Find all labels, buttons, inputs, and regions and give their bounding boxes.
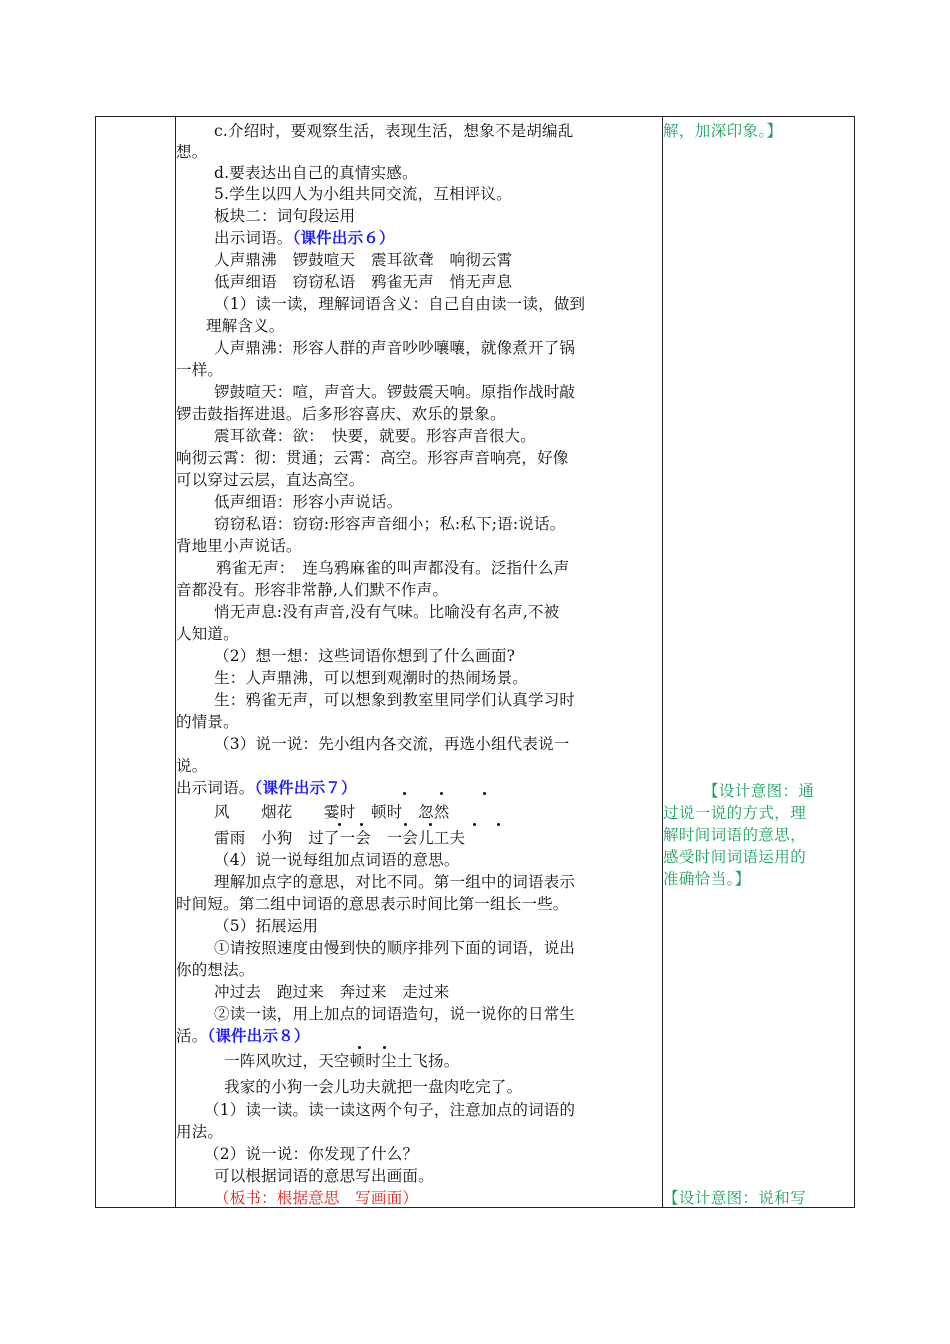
text-line: 背地里小声说话。 — [176, 537, 302, 555]
text-line: 生：人声鼎沸，可以想到观潮时的热闹场景。 — [214, 669, 529, 687]
word-list: 人声鼎沸 锣鼓喧天 震耳欲聋 响彻云霄 — [214, 251, 513, 269]
emphasis-dot — [404, 823, 407, 826]
emphasis-dot — [497, 823, 500, 826]
word-list: 雷雨 小狗 过了一会 一会儿工夫 — [214, 829, 466, 847]
text-line: 音都没有。形容非常静,人们默不作声。 — [176, 581, 449, 599]
text-line: （4）说一说每组加点词语的意思。 — [214, 851, 460, 869]
design-intent-line: 准确恰当。】 — [663, 870, 751, 888]
design-intent-line: 过说一说的方式，理 — [663, 804, 807, 822]
emphasis-dot — [483, 792, 486, 795]
text-line: 出示词语。（课件出示６） — [214, 228, 395, 247]
text-line: 理解加点字的意思，对比不同。第一组中的词语表示 — [214, 873, 576, 891]
text-line: ②读一读，用上加点的词语造句，说一说你的日常生 — [214, 1005, 576, 1023]
text-line: 窃窃私语：窃窃:形容声音细小；私:私下;语:说话。 — [214, 515, 566, 533]
text-line: 锣鼓喧天：喧，声音大。锣鼓震天响。原指作战时敲 — [214, 383, 576, 401]
courseware-cue: （课件出示６） — [292, 228, 395, 247]
text-line: 理解含义。 — [206, 317, 285, 335]
text-line: （3）说一说：先小组内各交流，再选小组代表说一 — [214, 735, 570, 753]
text-line: 可以穿过云层，直达高空。 — [176, 471, 365, 489]
word-list: 冲过去 跑过来 奔过来 走过来 — [214, 983, 450, 1001]
emphasis-dot — [338, 823, 341, 826]
word-list: 低声细语 窃窃私语 鸦雀无声 悄无声息 — [214, 273, 513, 291]
text-line: （1）读一读。读一读这两个句子，注意加点的词语的 — [204, 1101, 576, 1119]
design-intent-next: 【设计意图：说和写 — [663, 1189, 807, 1207]
design-intent-line: 【设计意图：通 — [703, 782, 815, 800]
text-line: 一样。 — [176, 361, 224, 379]
emphasis-dot — [473, 823, 476, 826]
text-line: 震耳欲聋：欲： 快要，就要。形容声音很大。 — [214, 427, 536, 445]
column-divider-2 — [662, 117, 663, 1207]
text-line: 的情景。 — [176, 713, 239, 731]
text-line: 时间短。第二组中词语的意思表示时间比第一组长一些。 — [176, 895, 569, 913]
design-intent-continued: 解，加深印象。】 — [663, 122, 783, 140]
text-line: 人知道。 — [176, 625, 239, 643]
section-heading: 板块二：词句段运用 — [214, 207, 356, 225]
word-list: 风 烟花 霎时 顿时 忽然 — [214, 803, 450, 821]
text-line: 你的想法。 — [176, 961, 255, 979]
text-line: d.要表达出自己的真情实感。 — [214, 164, 418, 182]
text-line: 出示词语。（课件出示７） — [176, 778, 357, 797]
example-sentence: 我家的小狗一会儿功夫就把一盘肉吃完了。 — [224, 1078, 523, 1096]
text-line: （2）想一想：这些词语你想到了什么画面? — [214, 647, 516, 665]
design-intent-line: 感受时间词语运用的 — [663, 848, 807, 866]
text-line: 想。 — [176, 143, 208, 161]
emphasis-dot — [360, 823, 363, 826]
text-line: 悄无声息:没有声音,没有气味。比喻没有名声,不被 — [214, 603, 560, 621]
emphasis-dot — [383, 1046, 386, 1049]
text-line: 活。（课件出示８） — [176, 1026, 310, 1045]
emphasis-dot — [403, 792, 406, 795]
text-line: 鸦雀无声： 连乌鸦麻雀的叫声都没有。泛指什么声 — [216, 559, 570, 577]
text-line: （2）说一说：你发现了什么？ — [204, 1145, 419, 1163]
text-line: 可以根据词语的意思写出画面。 — [214, 1167, 434, 1185]
text-line: 锣击鼓指挥进退。后多形容喜庆、欢乐的景象。 — [176, 405, 506, 423]
example-sentence: 一阵风吹过，天空顿时尘土飞扬。 — [224, 1052, 460, 1070]
text-line: （5）拓展运用 — [214, 917, 319, 935]
emphasis-dot — [358, 1046, 361, 1049]
text-line: 低声细语：形容小声说话。 — [214, 493, 403, 511]
courseware-cue: （课件出示８） — [207, 1026, 310, 1045]
emphasis-dot — [429, 823, 432, 826]
text-line: 响彻云霄：彻：贯通；云霄：高空。形容声音响亮，好像 — [176, 449, 569, 467]
emphasis-dot — [440, 792, 443, 795]
text-line: （1）读一读，理解词语含义：自己自由读一读，做到 — [214, 295, 586, 313]
text-line: 用法。 — [176, 1123, 224, 1141]
text-line: 5.学生以四人为小组共同交流，互相评议。 — [214, 185, 512, 203]
text-line: ①请按照速度由慢到快的顺序排列下面的词语，说出 — [214, 939, 576, 957]
text-line: c.介绍时，要观察生活，表现生活，想象不是胡编乱 — [214, 122, 574, 140]
text-line: 生：鸦雀无声，可以想象到教室里同学们认真学习时 — [214, 691, 576, 709]
design-intent-line: 解时间词语的意思， — [663, 826, 807, 844]
text-line: 说。 — [176, 757, 208, 775]
text-line: 人声鼎沸：形容人群的声音吵吵嚷嚷，就像煮开了锅 — [214, 339, 576, 357]
board-writing: （板书：根据意思 写画面） — [214, 1189, 419, 1207]
courseware-cue: （课件出示７） — [254, 778, 357, 797]
